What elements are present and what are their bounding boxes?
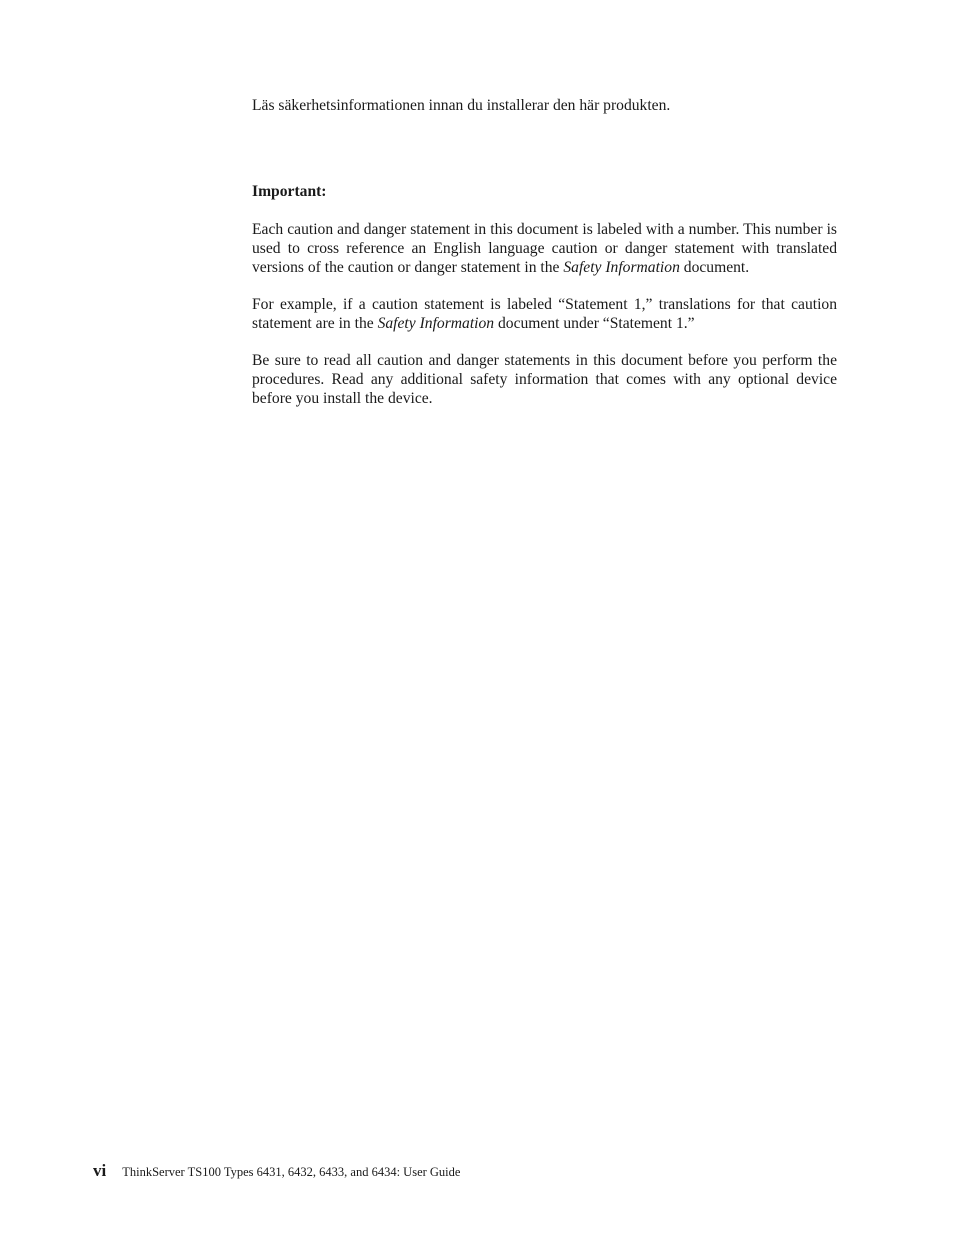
paragraph-text: Each caution and danger statement in this document is labeled with a number. This number is used to cross reference an English language caution or danger statement with translated versions of the caution or danger statement in the <box>252 221 837 276</box>
paragraph-text: document. <box>679 258 750 276</box>
running-title: ThinkServer TS100 Types 6431, 6432, 6433, and 6434: User Guide <box>122 1165 461 1179</box>
paragraph-statement-labeling <box>252 221 837 278</box>
paragraph-text: document under “Statement 1.” <box>494 314 695 332</box>
paragraph-text: For example, if a caution statement is labeled “Statement 1,” translations for that caution statement are in the <box>252 296 837 332</box>
page-footer <box>93 1161 460 1181</box>
important-body <box>252 221 837 427</box>
paragraph-example <box>252 296 837 334</box>
safety-information-title: Safety Information <box>563 258 680 276</box>
paragraph-read-statements: Be sure to read all caution and danger statements in this document before you perform the procedures. Read any additional safety information that comes with any optional device before you install the device. <box>252 352 837 407</box>
page-number: vi <box>93 1161 107 1180</box>
swedish-notice-block <box>252 97 837 116</box>
important-heading: Important: <box>252 183 327 200</box>
swedish-safety-notice: Läs säkerhetsinformationen innan du installerar den här produkten. <box>252 97 671 114</box>
safety-information-title: Safety Information <box>377 314 495 332</box>
